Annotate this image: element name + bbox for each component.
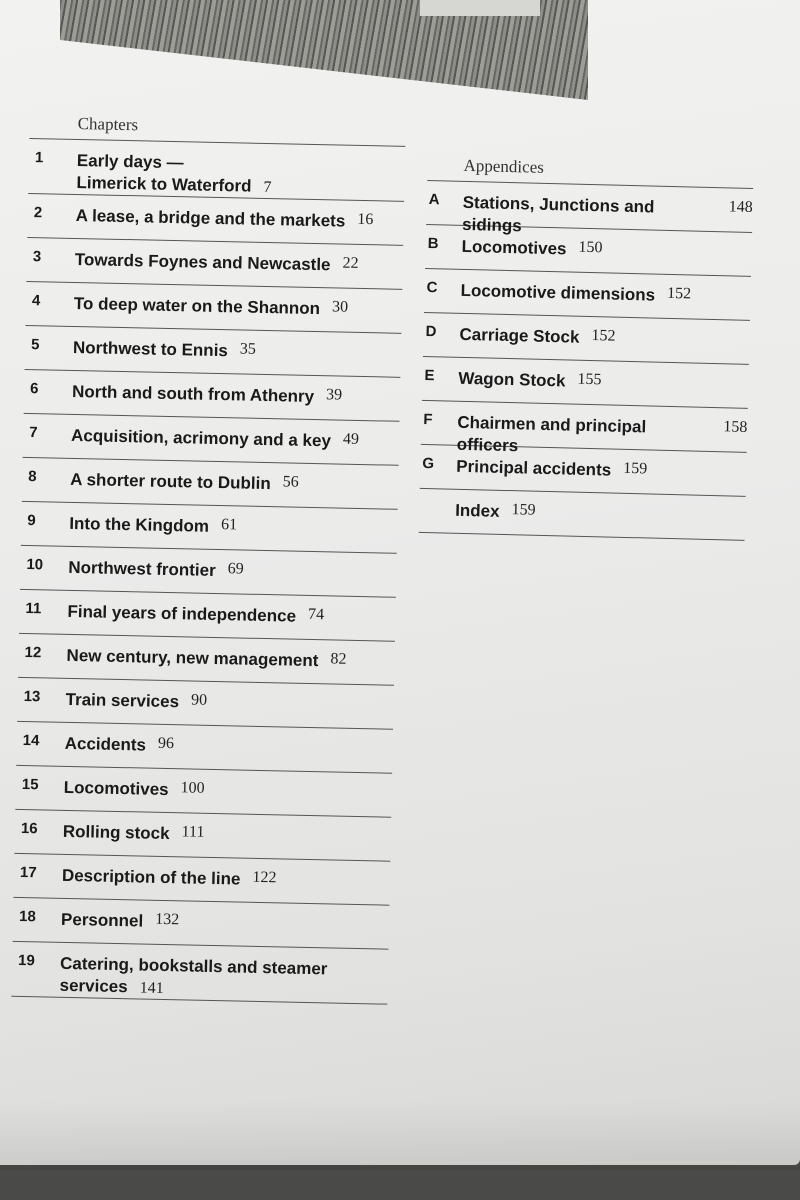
chapter-title: Description of the line <box>61 865 241 889</box>
chapters-list <box>11 108 406 1005</box>
chapter-page: 22 <box>342 254 359 272</box>
chapter-page: 69 <box>227 560 244 578</box>
appendix-row[interactable] <box>424 268 751 320</box>
appendix-title: Wagon Stock <box>458 368 566 391</box>
chapter-title: Locomotives <box>63 777 169 800</box>
chapter-number: 8 <box>28 468 37 486</box>
chapter-row[interactable] <box>24 369 401 421</box>
chapter-row[interactable] <box>17 677 394 729</box>
chapter-row[interactable] <box>22 457 399 509</box>
chapter-title: Acquisition, acrimony and a key <box>70 425 332 451</box>
chapter-title: A lease, a bridge and the markets <box>75 205 346 231</box>
chapter-row[interactable] <box>21 501 398 553</box>
chapter-title: Personnel <box>60 909 144 931</box>
chapter-row[interactable] <box>25 281 402 333</box>
chapters-heading: Chapters <box>77 114 139 135</box>
appendix-letter: E <box>424 366 435 385</box>
appendix-letter <box>419 499 455 500</box>
chapter-row[interactable] <box>15 765 392 817</box>
chapter-page: 16 <box>357 210 374 229</box>
chapter-title <box>76 150 272 199</box>
appendix-letter: G <box>422 454 435 473</box>
chapter-title: To deep water on the Shannon <box>73 293 321 319</box>
chapter-row[interactable] <box>28 138 405 201</box>
chapter-title: Rolling stock <box>62 821 170 844</box>
appendix-row[interactable] <box>426 180 753 236</box>
chapter-title: Into the Kingdom <box>69 513 210 536</box>
chapter-row[interactable] <box>23 413 400 465</box>
appendices-list <box>419 150 754 541</box>
chapter-row[interactable] <box>18 633 395 685</box>
appendix-title: Locomotives <box>461 236 567 259</box>
appendix-page: 152 <box>591 327 616 345</box>
appendix-title: Carriage Stock <box>459 324 580 347</box>
chapter-page: 132 <box>155 910 180 929</box>
appendix-page: 150 <box>578 238 603 257</box>
chapter-page: 30 <box>331 298 349 316</box>
chapter-number: 14 <box>22 731 40 750</box>
chapter-number: 12 <box>24 644 42 662</box>
appendix-title: Stations, Junctions and sidings <box>461 192 655 236</box>
chapter-number: 9 <box>27 512 36 530</box>
chapter-title: North and south from Athenry <box>71 381 315 407</box>
chapter-row[interactable] <box>19 589 396 641</box>
chapter-page: 111 <box>181 823 205 841</box>
chapter-title: New century, new management <box>66 645 319 671</box>
chapter-number: 15 <box>21 775 39 794</box>
chapter-title: Northwest frontier <box>68 557 216 580</box>
appendix-row[interactable] <box>421 400 748 456</box>
chapter-row[interactable] <box>27 193 404 245</box>
appendix-letter: C <box>426 279 438 297</box>
photograph-highlight <box>420 0 540 16</box>
appendix-page: 158 <box>723 418 748 436</box>
appendix-page: 159 <box>623 459 648 478</box>
index-page: 159 <box>511 501 536 519</box>
chapter-row[interactable] <box>13 897 390 949</box>
appendix-page: 155 <box>577 370 602 389</box>
index-row[interactable] <box>419 488 746 540</box>
chapter-number: 6 <box>29 380 39 398</box>
chapter-page: 96 <box>157 734 175 753</box>
chapter-number: 11 <box>25 600 42 618</box>
index-title: Index <box>454 500 500 521</box>
chapter-page: 39 <box>325 386 343 404</box>
chapter-page: 61 <box>220 516 238 534</box>
chapter-row[interactable] <box>25 325 402 377</box>
chapter-row[interactable] <box>14 809 391 861</box>
chapter-title <box>59 953 327 1004</box>
appendix-letter: D <box>425 322 437 341</box>
chapter-title: Accidents <box>64 733 147 755</box>
chapter-title-line2: services <box>59 975 128 997</box>
chapter-page: 7 <box>263 178 272 197</box>
chapter-title: Train services <box>65 689 180 712</box>
chapter-row[interactable] <box>20 545 397 597</box>
appendix-letter: F <box>423 410 433 429</box>
chapter-row[interactable] <box>26 237 403 289</box>
chapter-page: 122 <box>252 868 277 887</box>
chapter-title: A shorter route to Dublin <box>70 469 271 494</box>
chapter-title-line1: Catering, bookstalls and steamer <box>59 953 328 979</box>
chapter-number: 2 <box>33 204 43 222</box>
appendices-heading: Appendices <box>463 155 545 177</box>
chapter-number: 1 <box>34 149 44 167</box>
appendix-row[interactable] <box>422 356 749 408</box>
appendix-page: 148 <box>728 198 753 216</box>
chapter-page: 35 <box>239 340 257 358</box>
appendix-title: Principal accidents <box>456 456 612 480</box>
chapter-number: 10 <box>26 556 44 574</box>
appendix-title: Chairmen and principal officers <box>456 412 647 456</box>
chapter-number: 16 <box>20 819 38 838</box>
chapter-title: Northwest to Ennis <box>72 337 229 361</box>
chapter-page: 90 <box>190 691 208 709</box>
chapter-page: 74 <box>307 605 325 624</box>
chapter-number: 19 <box>17 951 36 970</box>
appendix-title: Locomotive dimensions <box>460 280 656 305</box>
chapter-number: 18 <box>18 907 36 926</box>
chapter-row[interactable] <box>16 721 393 773</box>
appendix-letter: B <box>427 235 439 253</box>
chapter-row[interactable] <box>11 941 388 1004</box>
page-shadow <box>0 1100 800 1170</box>
chapter-title-line2: Limerick to Waterford <box>76 172 252 196</box>
chapter-number: 4 <box>31 292 41 310</box>
chapter-title-line1: Early days — <box>76 150 184 173</box>
chapter-page: 141 <box>139 979 164 997</box>
chapter-number: 17 <box>19 863 37 882</box>
appendix-row[interactable] <box>423 312 750 364</box>
appendix-letter: A <box>428 191 440 209</box>
chapter-number: 5 <box>30 336 40 354</box>
chapter-page: 56 <box>282 473 299 491</box>
chapter-title: Towards Foynes and Newcastle <box>74 249 331 275</box>
chapter-page: 82 <box>330 650 347 668</box>
chapter-page: 49 <box>342 430 360 448</box>
chapter-page: 100 <box>180 779 205 797</box>
chapter-number: 7 <box>29 424 38 442</box>
chapter-number: 13 <box>23 687 41 706</box>
chapter-number: 3 <box>32 248 42 266</box>
chapter-title: Final years of independence <box>67 601 297 626</box>
appendix-page: 152 <box>666 284 692 303</box>
chapter-row[interactable] <box>13 853 390 905</box>
